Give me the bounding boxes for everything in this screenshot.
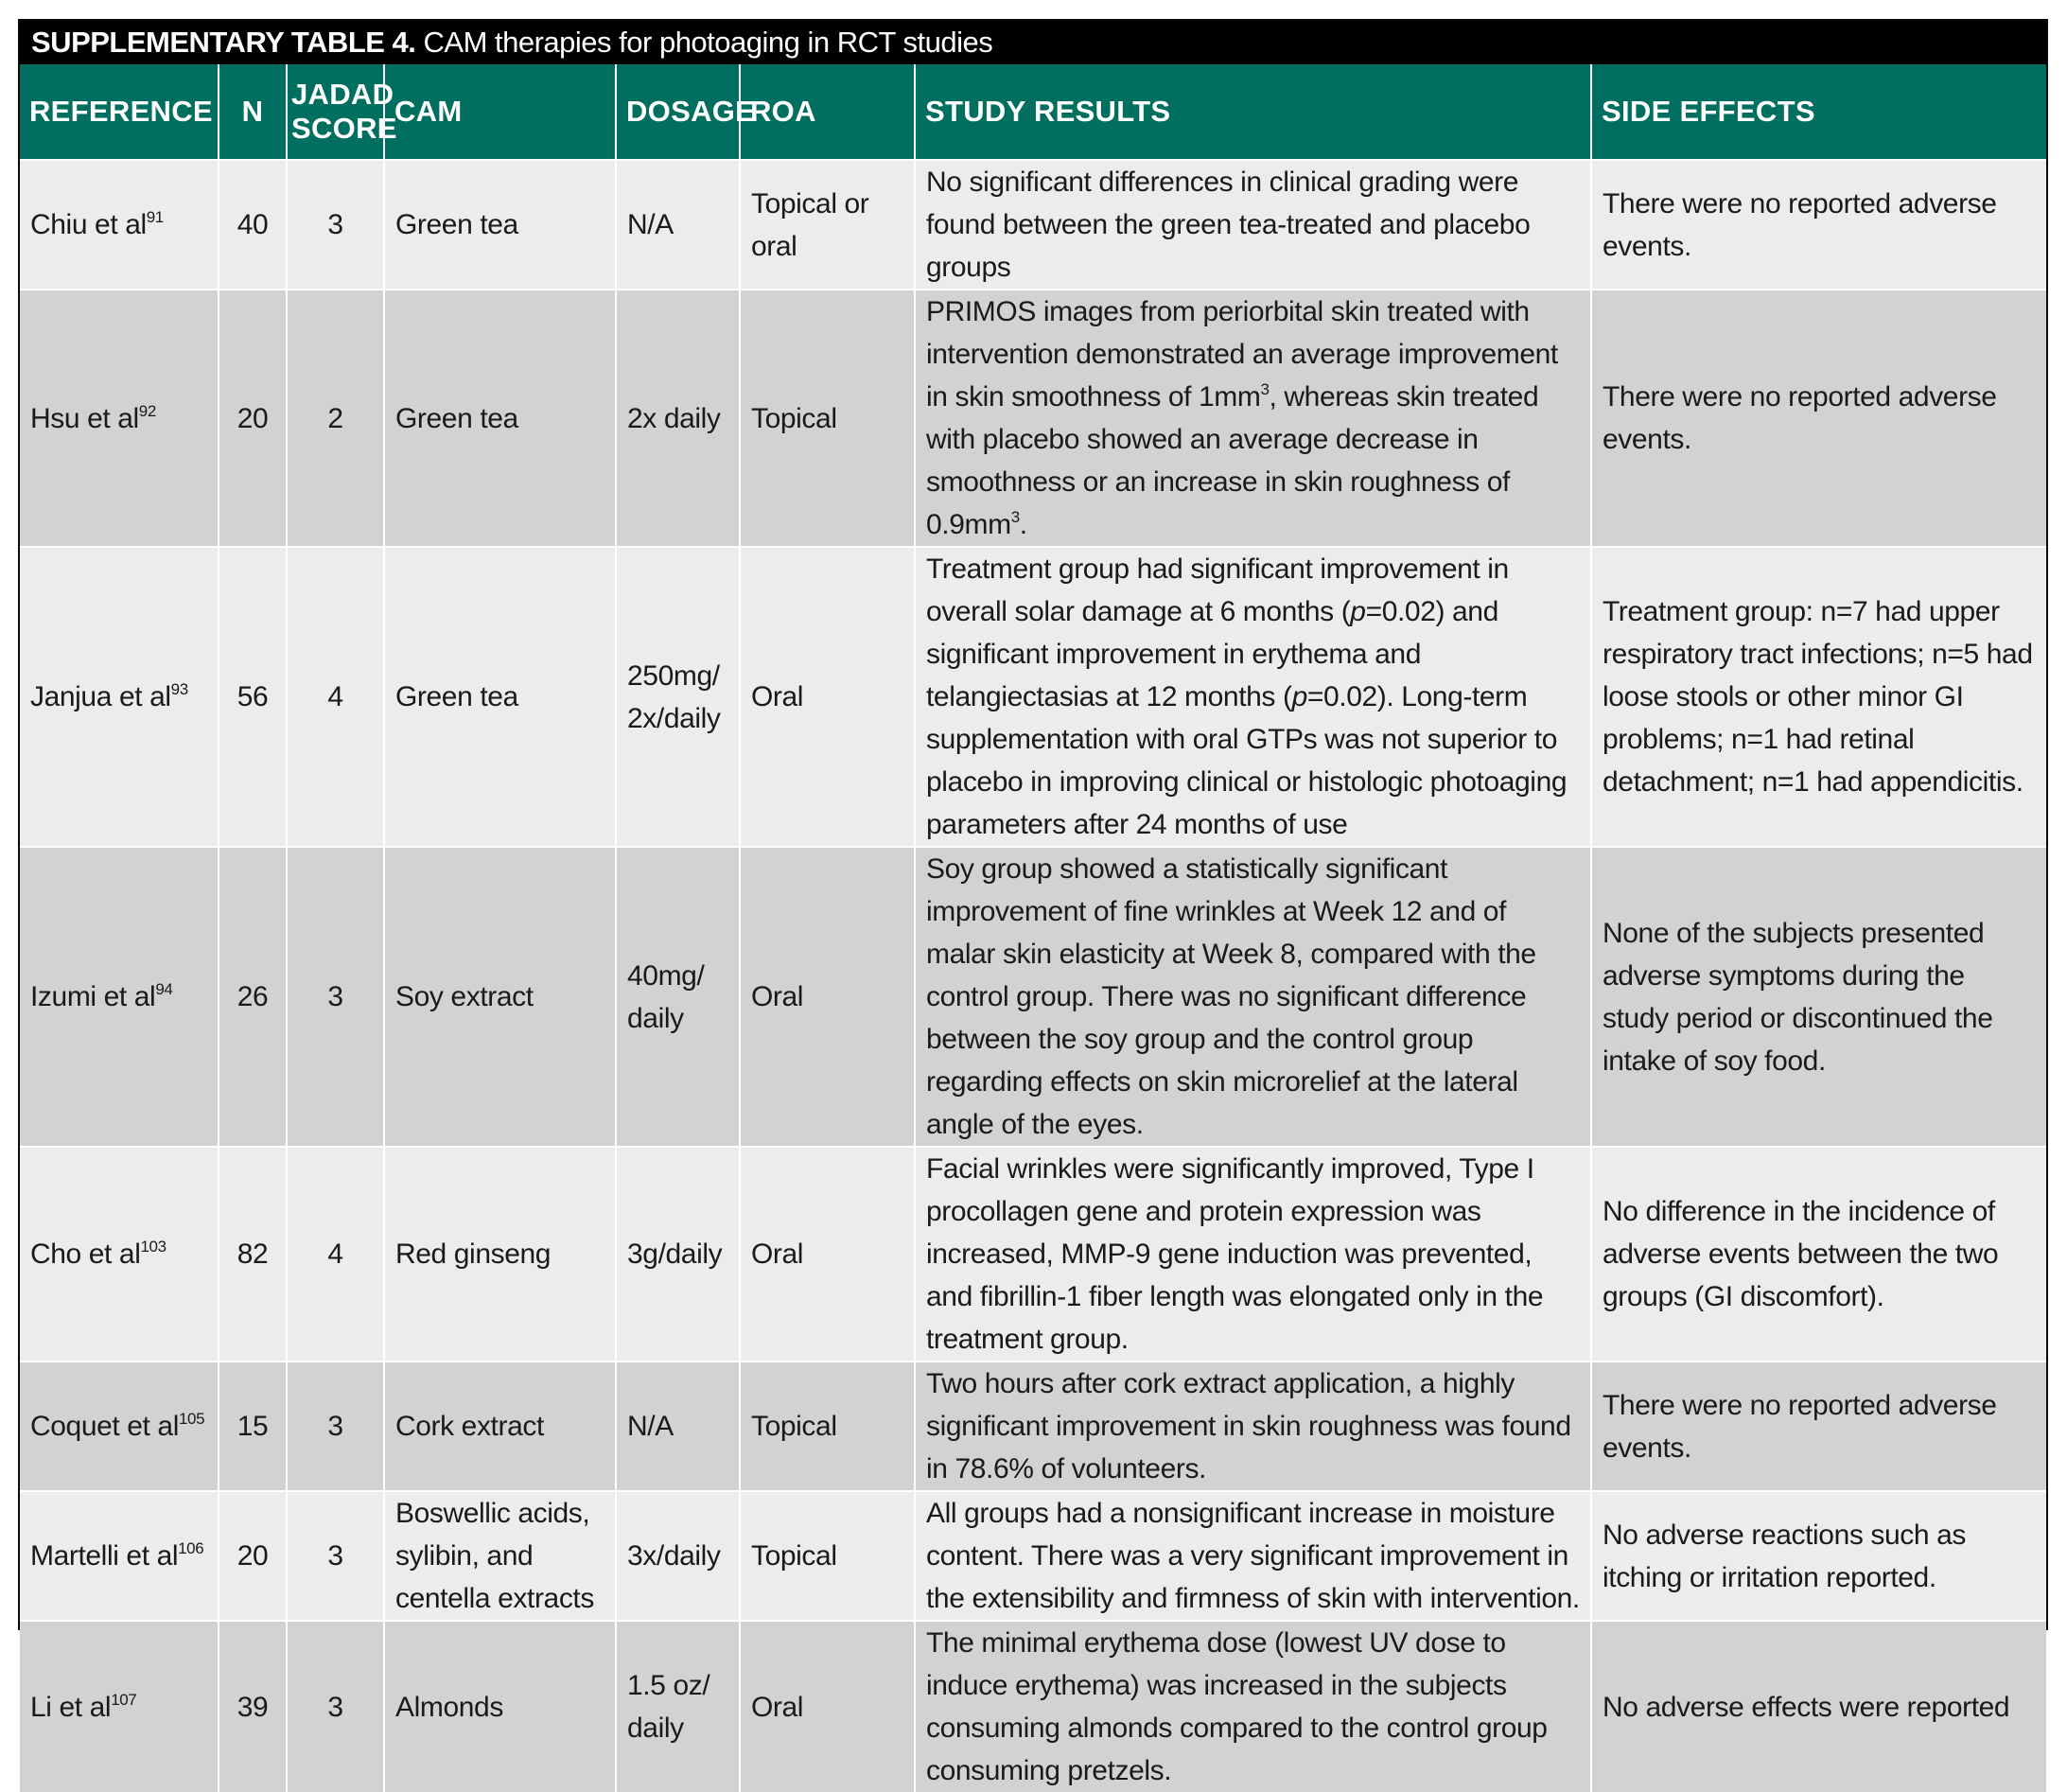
table-row	[20, 160, 2046, 290]
caption-title: CAM therapies for photoaging in RCT studies	[415, 26, 993, 59]
cell-jadad-score: 3	[287, 160, 384, 290]
header-cam: CAM	[384, 64, 616, 160]
cell-dosage: 3x/daily	[616, 1491, 740, 1621]
table-row	[20, 1362, 2046, 1491]
cell-jadad-score: 3	[287, 1621, 384, 1792]
cell-dosage: 2x daily	[616, 290, 740, 547]
study-results-text: p	[1291, 681, 1307, 712]
caption-label: SUPPLEMENTARY TABLE 4.	[31, 26, 416, 59]
study-results-text: p	[1350, 596, 1366, 627]
study-results-text: =0.02). Long-term supplementation with oral GTPs was not superior to placebo in improving clinical or histologic photoaging parameters after 24 months of use	[926, 681, 1568, 840]
reference-citation-number: 103	[140, 1238, 166, 1256]
table-row	[20, 547, 2046, 847]
cell-dosage: 3g/daily	[616, 1147, 740, 1362]
reference-citation-number: 93	[170, 680, 188, 698]
cell-study-results	[915, 1621, 1591, 1792]
study-results-text: Soy group showed a statistically significant improvement of fine wrinkles at Week 12 and of malar skin elasticity at Week 8, compared with the control group. There was no significant difference between the soy group and the control group regarding effects on skin microrelief at the lateral angle of the eyes.	[926, 853, 1536, 1140]
cell-cam: Green tea	[384, 547, 616, 847]
cell-jadad-score: 3	[287, 1362, 384, 1491]
cell-side-effects: There were no reported adverse events.	[1591, 290, 2046, 547]
cell-reference	[20, 1491, 219, 1621]
header-reference: REFERENCE	[20, 64, 219, 160]
study-results-text: Facial wrinkles were significantly improved, Type I procollagen gene and protein expression was increased, MMP-9 gene induction was prevented, and fibrillin-1 fiber length was elongated only in the treatment group.	[926, 1153, 1544, 1355]
header-dosage: DOSAGE	[616, 64, 740, 160]
cell-reference	[20, 547, 219, 847]
cell-roa: Topical	[740, 1491, 915, 1621]
header-study-results: STUDY RESULTS	[915, 64, 1591, 160]
cell-dosage: 1.5 oz/ daily	[616, 1621, 740, 1792]
reference-name: Martelli et al	[30, 1540, 179, 1572]
cell-side-effects: There were no reported adverse events.	[1591, 160, 2046, 290]
cell-side-effects: There were no reported adverse events.	[1591, 1362, 2046, 1491]
study-results-text: No significant differences in clinical grading were found between the green tea-treated and placebo groups	[926, 167, 1531, 283]
cell-n: 26	[219, 847, 287, 1147]
cell-reference	[20, 290, 219, 547]
cell-reference	[20, 1362, 219, 1491]
table-frame	[18, 19, 2048, 1786]
cell-side-effects: No difference in the incidence of adverse events between the two groups (GI discomfort).	[1591, 1147, 2046, 1362]
study-results-text: , whereas skin treated with placebo showed an average decrease in smoothness or an increase in skin roughness of 0.9mm	[926, 381, 1539, 540]
cell-reference	[20, 1147, 219, 1362]
cell-side-effects: Treatment group: n=7 had upper respiratory tract infections; n=5 had loose stools or other minor GI problems; n=1 had retinal detachment; n=1 had appendicitis.	[1591, 547, 2046, 847]
table-caption	[20, 21, 2046, 64]
study-results-text: PRIMOS images from periorbital skin treated with intervention demonstrated an average improvement in skin smoothness of 1mm	[926, 296, 1558, 413]
header-jadad-score: JADAD SCORE	[287, 64, 384, 160]
reference-name: Chiu et al	[30, 209, 147, 240]
study-results-text: 3	[1010, 508, 1020, 526]
cell-jadad-score: 3	[287, 1491, 384, 1621]
cell-cam: Almonds	[384, 1621, 616, 1792]
reference-name: Izumi et al	[30, 981, 156, 1012]
cell-dosage: 250mg/ 2x/daily	[616, 547, 740, 847]
cell-study-results	[915, 847, 1591, 1147]
cell-reference	[20, 160, 219, 290]
cell-dosage: 40mg/ daily	[616, 847, 740, 1147]
reference-name: Hsu et al	[30, 402, 139, 434]
study-results-text: =0.02) and significant improvement in erythema and telangiectasias at 12 months (	[926, 596, 1498, 712]
reference-name: Li et al	[30, 1691, 112, 1723]
cell-roa: Oral	[740, 1147, 915, 1362]
cell-reference	[20, 847, 219, 1147]
reference-name: Janjua et al	[30, 681, 171, 712]
study-results-text: Two hours after cork extract application, a highly significant improvement in skin roughness was found in 78.6% of volunteers.	[926, 1368, 1571, 1485]
table-row	[20, 1621, 2046, 1792]
table-body	[20, 160, 2046, 1792]
cell-side-effects: No adverse effects were reported	[1591, 1621, 2046, 1792]
cell-roa: Oral	[740, 1621, 915, 1792]
cell-n: 39	[219, 1621, 287, 1792]
cell-roa: Topical	[740, 1362, 915, 1491]
cell-cam: Green tea	[384, 160, 616, 290]
cell-jadad-score: 4	[287, 1147, 384, 1362]
table-row	[20, 290, 2046, 547]
table-row	[20, 1491, 2046, 1621]
cell-study-results	[915, 547, 1591, 847]
header-side-effects: SIDE EFFECTS	[1602, 95, 1815, 128]
reference-citation-number: 106	[178, 1539, 204, 1557]
table-row	[20, 847, 2046, 1147]
reference-name: Cho et al	[30, 1239, 141, 1270]
cell-roa: Oral	[740, 847, 915, 1147]
header-roa: ROA	[740, 64, 915, 160]
reference-citation-number: 92	[138, 401, 156, 420]
reference-citation-number: 105	[178, 1410, 205, 1428]
study-results-text: The minimal erythema dose (lowest UV dose to induce erythema) was increased in the subjects consuming almonds compared to the control group consuming pretzels.	[926, 1627, 1548, 1786]
study-results-text: Treatment group had significant improvement in overall solar damage at 6 months (	[926, 553, 1509, 627]
cell-study-results	[915, 1147, 1591, 1362]
cell-n: 82	[219, 1147, 287, 1362]
cell-cam: Red ginseng	[384, 1147, 616, 1362]
reference-citation-number: 91	[146, 208, 164, 226]
cell-n: 40	[219, 160, 287, 290]
cell-n: 56	[219, 547, 287, 847]
cell-jadad-score: 2	[287, 290, 384, 547]
cell-roa: Topical	[740, 290, 915, 547]
cell-reference	[20, 1621, 219, 1792]
reference-name: Coquet et al	[30, 1411, 179, 1442]
cell-jadad-score: 4	[287, 547, 384, 847]
header-n: N	[219, 64, 287, 160]
header-row	[20, 64, 2046, 160]
cell-study-results	[915, 160, 1591, 290]
cell-jadad-score: 3	[287, 847, 384, 1147]
cell-n: 15	[219, 1362, 287, 1491]
cell-cam: Boswellic acids, sylibin, and centella extracts	[384, 1491, 616, 1621]
cell-study-results	[915, 1362, 1591, 1491]
cell-cam: Green tea	[384, 290, 616, 547]
cell-n: 20	[219, 1491, 287, 1621]
cell-roa: Oral	[740, 547, 915, 847]
cell-study-results	[915, 1491, 1591, 1621]
cell-cam: Cork extract	[384, 1362, 616, 1491]
reference-citation-number: 107	[111, 1690, 137, 1709]
cell-dosage: N/A	[616, 1362, 740, 1491]
table-row	[20, 1147, 2046, 1362]
cell-roa: Topical or oral	[740, 160, 915, 290]
cell-side-effects: No adverse reactions such as itching or irritation reported.	[1591, 1491, 2046, 1621]
cam-therapies-table	[20, 64, 2046, 1792]
cell-side-effects: None of the subjects presented adverse symptoms during the study period or discontinued the intake of soy food.	[1591, 847, 2046, 1147]
study-results-text: All groups had a nonsignificant increase in moisture content. There was a very significant improvement in the extensibility and firmness of skin with intervention.	[926, 1498, 1580, 1614]
study-results-text: .	[1019, 509, 1027, 540]
cell-dosage: N/A	[616, 160, 740, 290]
cell-cam: Soy extract	[384, 847, 616, 1147]
cell-n: 20	[219, 290, 287, 547]
cell-study-results	[915, 290, 1591, 547]
study-results-text: 3	[1260, 380, 1270, 398]
reference-citation-number: 94	[155, 980, 173, 998]
